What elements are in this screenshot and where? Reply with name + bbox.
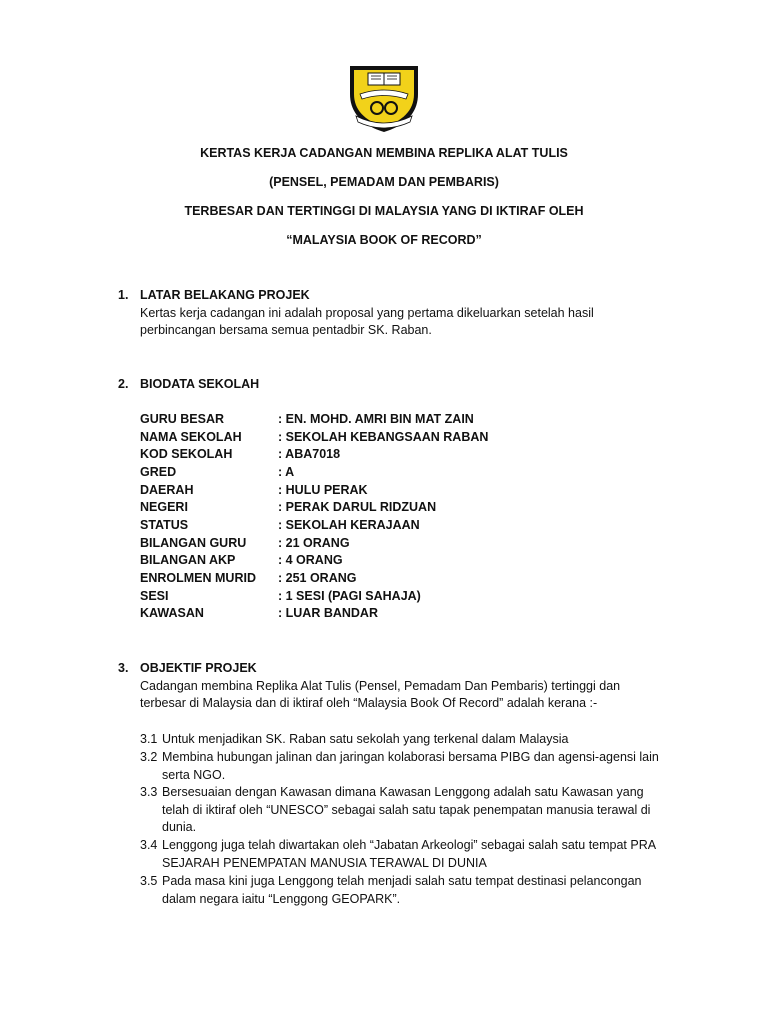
biodata-key: GRED xyxy=(140,465,177,479)
biodata-value: : 21 ORANG xyxy=(278,536,350,550)
objective-item xyxy=(140,784,676,837)
biodata-value: : A xyxy=(278,465,295,479)
document-title-line-2: (PENSEL, PEMADAM DAN PEMBARIS) xyxy=(269,175,499,189)
objective-text-line: Untuk menjadikan SK. Raban satu sekolah yang terkenal dalam Malaysia xyxy=(162,732,569,746)
section-1-number: 1. xyxy=(118,288,129,302)
section-1-heading: LATAR BELAKANG PROJEK xyxy=(140,288,310,302)
biodata-value: : ABA7018 xyxy=(278,447,341,461)
section-2-heading: BIODATA SEKOLAH xyxy=(140,377,260,391)
biodata-value: : 251 ORANG xyxy=(278,571,357,585)
biodata-value: : SEKOLAH KERAJAAN xyxy=(278,518,420,532)
document-title-line-4: “MALAYSIA BOOK OF RECORD” xyxy=(286,233,482,247)
school-crest-logo xyxy=(346,64,422,134)
biodata-value: : LUAR BANDAR xyxy=(278,606,378,620)
biodata-key: STATUS xyxy=(140,518,189,532)
biodata-key: DAERAH xyxy=(140,483,194,497)
biodata-value: : HULU PERAK xyxy=(278,483,368,497)
biodata-key: GURU BESAR xyxy=(140,412,225,426)
objective-text-line: telah di iktiraf oleh “UNESCO” sebagai salah satu tapak penempatan manusia terawal di xyxy=(162,802,651,817)
objective-number: 3.4 xyxy=(140,838,158,852)
objective-text-line: serta NGO. xyxy=(162,767,226,782)
objective-item xyxy=(140,873,676,908)
section-3-heading: OBJEKTIF PROJEK xyxy=(140,661,257,675)
objective-text-line: SEJARAH PENEMPATAN MANUSIA TERAWAL DI DUNIA xyxy=(162,855,487,870)
biodata-value: : 4 ORANG xyxy=(278,553,343,567)
biodata-value: : EN. MOHD. AMRI BIN MAT ZAIN xyxy=(278,412,474,426)
biodata-value: : 1 SESI (PAGI SAHAJA) xyxy=(278,589,421,603)
objective-text-line: dunia. xyxy=(162,820,197,835)
section-3-text-line-1: Cadangan membina Replika Alat Tulis (Pensel, Pemadam Dan Pembaris) tertinggi dan xyxy=(140,679,621,693)
objective-text-line: Bersesuaian dengan Kawasan dimana Kawasan Lenggong adalah satu Kawasan yang xyxy=(162,785,644,799)
objective-number: 3.5 xyxy=(140,874,158,888)
objective-text-line: dalam negara iaitu “Lenggong GEOPARK”. xyxy=(162,891,401,906)
section-3-text-line-2: terbesar di Malaysia dan di iktiraf oleh “Malaysia Book Of Record” adalah kerana :- xyxy=(140,696,598,710)
section-1-text-line-2: perbincangan bersama semua pentadbir SK. Raban. xyxy=(140,323,432,337)
objective-item xyxy=(140,837,676,872)
objective-number: 3.3 xyxy=(140,785,158,799)
document-title-line-3: TERBESAR DAN TERTINGGI DI MALAYSIA YANG DI IKTIRAF OLEH xyxy=(184,204,584,218)
objective-number: 3.1 xyxy=(140,732,158,746)
section-1-text-line-1: Kertas kerja cadangan ini adalah proposal yang pertama dikeluarkan setelah hasil xyxy=(140,306,594,320)
section-3-number: 3. xyxy=(118,661,129,675)
objective-number: 3.2 xyxy=(140,750,158,764)
biodata-key: KAWASAN xyxy=(140,606,204,620)
objective-text-line: Lenggong juga telah diwartakan oleh “Jabatan Arkeologi” sebagai salah satu tempat PRA xyxy=(162,838,657,852)
biodata-value: : SEKOLAH KEBANGSAAN RABAN xyxy=(278,430,489,444)
biodata-key: NAMA SEKOLAH xyxy=(140,430,242,444)
biodata-key: SESI xyxy=(140,589,169,603)
objective-item xyxy=(140,731,676,749)
biodata-key: BILANGAN AKP xyxy=(140,553,236,567)
biodata-key: ENROLMEN MURID xyxy=(140,571,256,585)
objective-item xyxy=(140,749,676,784)
objective-text-line: Pada masa kini juga Lenggong telah menjadi salah satu tempat destinasi pelancongan xyxy=(162,874,642,888)
objective-text-line: Membina hubungan jalinan dan jaringan kolaborasi bersama PIBG dan agensi-agensi lain xyxy=(162,750,659,764)
biodata-value: : PERAK DARUL RIDZUAN xyxy=(278,500,437,514)
section-2-number: 2. xyxy=(118,377,129,391)
biodata-key: BILANGAN GURU xyxy=(140,536,247,550)
document-title-line-1: KERTAS KERJA CADANGAN MEMBINA REPLIKA ALAT TULIS xyxy=(200,146,568,160)
biodata-key: NEGERI xyxy=(140,500,188,514)
biodata-key: KOD SEKOLAH xyxy=(140,447,233,461)
